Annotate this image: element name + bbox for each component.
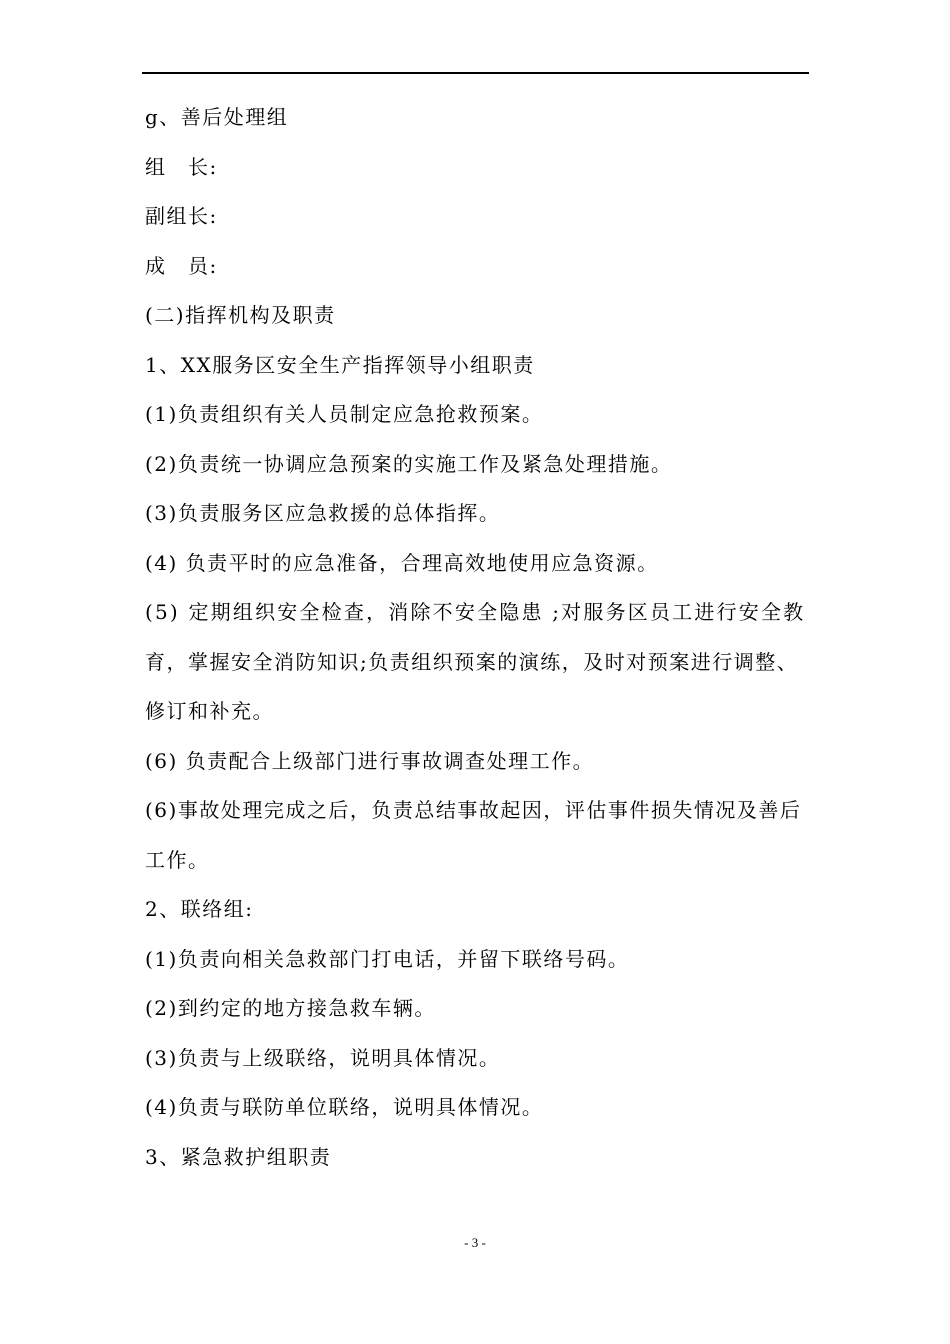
document-body [145, 93, 817, 1182]
text-line: g、善后处理组 [145, 105, 289, 129]
subsection-heading: 3、紧急救护组职责 [145, 1144, 332, 1169]
text-line: 成 员: [145, 253, 218, 278]
text-line: (2)到约定的地方接急救车辆。 [145, 996, 436, 1020]
text-line: (6)事故处理完成之后，负责总结事故起因，评估事件损失情况及善后 [145, 798, 802, 822]
text-line: (6) 负责配合上级部门进行事故调查处理工作。 [145, 748, 595, 773]
text-line: (5) 定期组织安全检查，消除不安全隐患 ;对服务区员工进行安全教 [145, 600, 806, 624]
text-line: 副组长: [145, 204, 218, 228]
text-line: (4) 负责平时的应急准备，合理高效地使用应急资源。 [145, 550, 659, 575]
page-number: - 3 - [464, 1235, 486, 1250]
text-line: 育，掌握安全消防知识;负责组织预案的演练，及时对预案进行调整、 [145, 649, 799, 674]
text-line: (3)负责与上级联络，说明具体情况。 [145, 1045, 501, 1070]
text-line: (1)负责组织有关人员制定应急抢救预案。 [145, 402, 544, 426]
text-line: (3)负责服务区应急救援的总体指挥。 [145, 501, 501, 525]
subsection-heading: 2、联络组: [145, 897, 254, 921]
text-line: 工作。 [145, 847, 210, 872]
text-line: 修订和补充。 [145, 699, 274, 723]
section-heading: (二)指挥机构及职责 [145, 303, 336, 327]
header-rule [142, 72, 809, 74]
text-line: (2)负责统一协调应急预案的实施工作及紧急处理措施。 [145, 451, 673, 476]
text-line: (1)负责向相关急救部门打电话，并留下联络号码。 [145, 946, 630, 971]
text-line: 组 长: [145, 154, 218, 179]
text-line: (4)负责与联防单位联络，说明具体情况。 [145, 1095, 544, 1119]
subsection-heading: 1、XX服务区安全生产指挥领导小组职责 [145, 352, 535, 377]
